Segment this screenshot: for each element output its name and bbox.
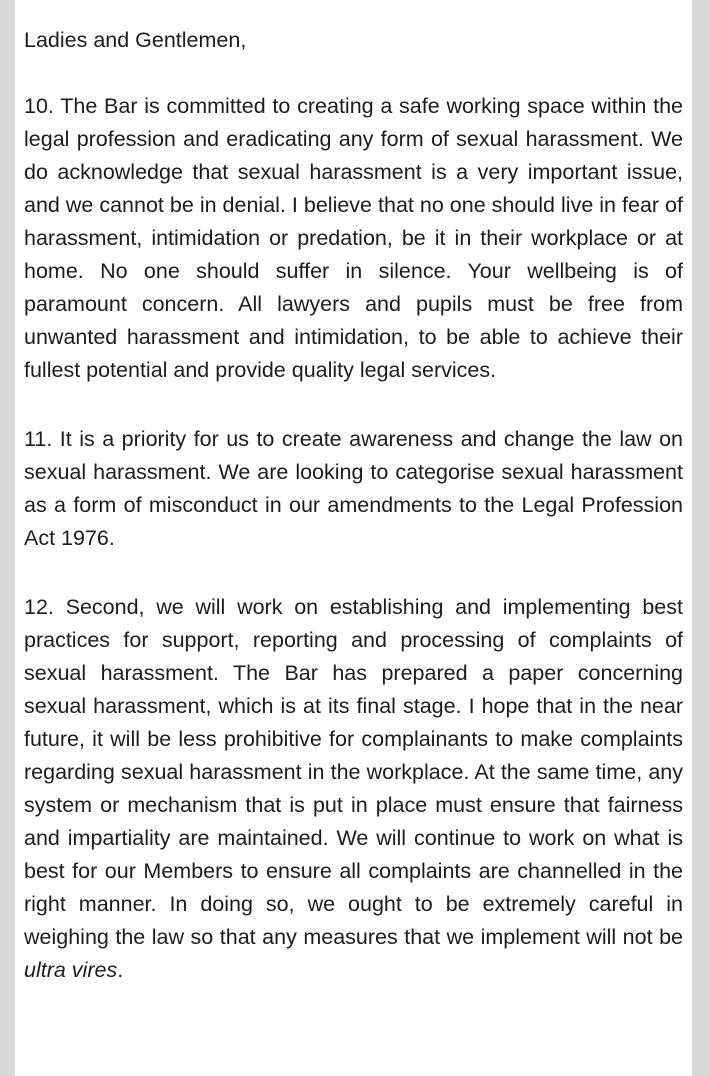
paragraph-11: 11. It is a priority for us to create awareness and change the law on sexual harassment. We are looking to categorise sexual harassment as a form of misconduct in our amendments to the Legal Profession Act 1976.: [24, 427, 683, 550]
paragraph-12-end: .: [117, 958, 124, 982]
paragraph-10: 10. The Bar is committed to creating a safe working space within the legal profession and eradicating any form of sexual harassment. We do acknowledge that sexual harassment is a very important issue, and we cannot be in denial. I believe that no one should live in fear of harassment, intimidation or predation, be it in their workplace or at home. No one should suffer in silence. Your wellbeing is of paramount concern. All lawyers and pupils must be free from unwanted harassment and intimidation, to be able to achieve their fullest potential and provide quality legal services.: [24, 94, 683, 382]
paragraph-12: [24, 591, 683, 987]
paragraph-12-text: 12. Second, we will work on establishing and implementing best practices for support, reporting and processing of complaints of sexual harassment. The Bar has prepared a paper concerning sexual harassment, which is at its final stage. I hope that in the near future, it will be less prohibitive for complainants to make complaints regarding sexual harassment in the workplace. At the same time, any system or mechanism that is put in place must ensure that fairness and impartiality are maintained. We will continue to work on what is best for our Members to ensure all complaints are channelled in the right manner. In doing so, we ought to be extremely careful in weighing the law so that any measures that we implement will not be: [24, 595, 683, 949]
document-page: [15, 0, 692, 1076]
paragraph-12-italic-term: ultra vires: [24, 958, 118, 982]
salutation: Ladies and Gentlemen,: [24, 28, 247, 52]
